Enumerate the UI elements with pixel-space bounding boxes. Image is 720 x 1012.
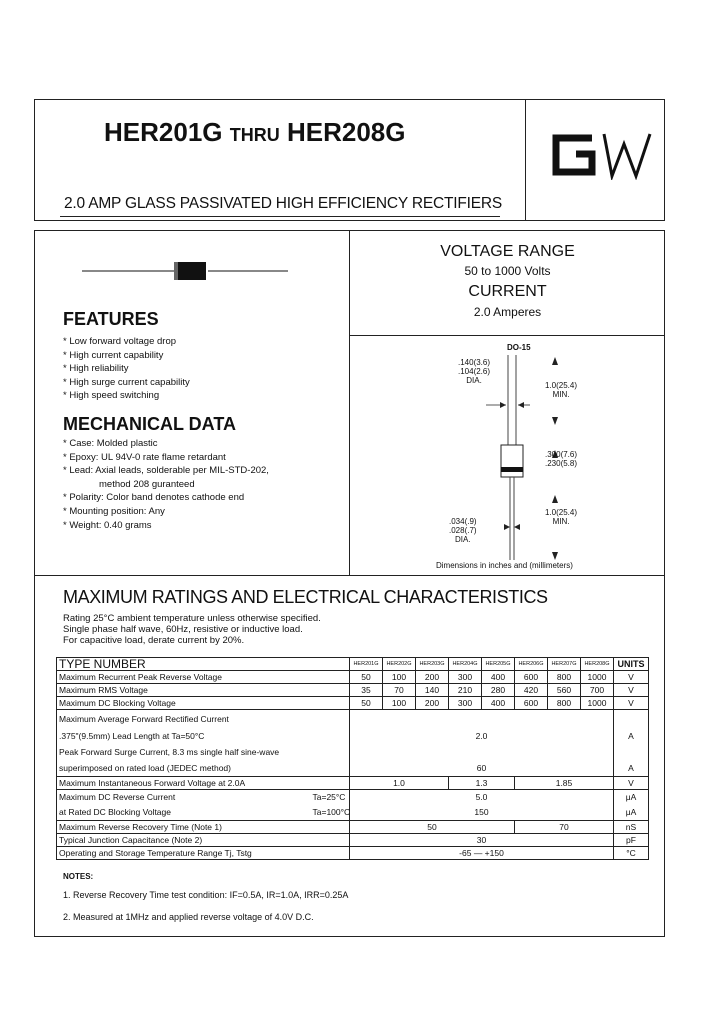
diode-icon (82, 260, 292, 282)
list-item: * Polarity: Color band denotes cathode end (63, 492, 245, 504)
part-from: HER201G (104, 117, 223, 147)
dimension-caption: Dimensions in inches and (millimeters) (436, 561, 573, 570)
logo-g (556, 138, 592, 172)
note-2: 2. Measured at 1MHz and applied reverse voltage of 4.0V D.C. (63, 912, 314, 922)
lead-dia-dim: .140(3.6) .104(2.6) DIA. (458, 358, 491, 385)
table-row: TYPE NUMBER HER201G HER202G HER203G HER204G HER205G HER206G HER207G HER208G UNITS (57, 658, 649, 671)
table-row: Peak Forward Surge Current, 8.3 ms single half sine-wave (57, 744, 649, 760)
notes-heading: NOTES: (63, 872, 94, 881)
package-name: DO-15 (507, 343, 531, 352)
table-row: Maximum Average Forward Rectified Current (57, 710, 649, 729)
ratings-conditions: Rating 25°C ambient temperature unless otherwise specified. Single phase half wave, 60Hz, resistive or inductive load. For capacitive load, derate current by 20%. (63, 613, 321, 646)
table-row: Maximum Recurrent Peak Reverse Voltage 50 100 200 300 400 600 800 1000 V (57, 671, 649, 684)
table-row: superimposed on rated load (JEDEC method) 60 A (57, 760, 649, 777)
main-vertical-divider (349, 230, 350, 575)
table-row: .375"(9.5mm) Lead Length at Ta=50°C 2.0 A (57, 728, 649, 744)
wire-dia-dim: .034(.9) .028(.7) DIA. (449, 517, 477, 544)
features-list (63, 335, 190, 403)
list-item: * High surge current capability (63, 376, 190, 388)
list-item: * Case: Molded plastic (63, 438, 158, 449)
list-item: * Lead: Axial leads, solderable per MIL-STD-202, (63, 465, 269, 477)
section-divider (34, 575, 665, 576)
table-row: Operating and Storage Temperature Range Tj, Tstg -65 — +150 °C (57, 847, 649, 860)
list-item: * High current capability (63, 349, 164, 361)
voltage-range-value: 50 to 1000 Volts (464, 264, 551, 278)
current-value: 2.0 Amperes (473, 305, 542, 319)
table-row: Maximum DC Reverse Current Ta=25°C 5.0 μA (57, 790, 649, 805)
list-item: * High speed switching (63, 390, 160, 402)
title-thru: THRU (229, 125, 280, 145)
lead-len-top-dim: 1.0(25.4) MIN. (545, 381, 578, 399)
lead-len-bottom-dim: 1.0(25.4) MIN. (545, 508, 578, 526)
mechanical-list (63, 437, 269, 532)
list-item: * Mounting position: Any (63, 505, 165, 517)
type-number-header: TYPE NUMBER (57, 658, 350, 671)
body-len-dim: .300(7.6) .230(5.8) (545, 450, 578, 468)
subtitle-underline (60, 216, 500, 217)
list-item: * Low forward voltage drop (63, 336, 177, 347)
table-row: Typical Junction Capacitance (Note 2) 30 pF (57, 834, 649, 847)
note-1: 1. Reverse Recovery Time test condition: IF=0.5A, IR=1.0A, IRR=0.25A (63, 890, 349, 900)
list-item: * Weight: 0.40 grams (63, 519, 152, 531)
list-item: * High reliability (63, 363, 129, 375)
table-row: Maximum Reverse Recovery Time (Note 1) 50 70 nS (57, 821, 649, 834)
list-item: method 208 guranteed (99, 478, 195, 490)
ratings-table (56, 657, 649, 860)
mechanical-heading: MECHANICAL DATA (63, 414, 236, 434)
table-row: Maximum Instantaneous Forward Voltage at 2.0A 1.0 1.3 1.85 V (57, 777, 649, 790)
part-to: HER208G (286, 117, 406, 147)
table-row: at Rated DC Blocking Voltage Ta=100°C 150 μA (57, 804, 649, 821)
header-divider (525, 99, 526, 221)
page-title (104, 117, 405, 148)
ratings-heading: MAXIMUM RATINGS AND ELECTRICAL CHARACTERISTICS (63, 587, 548, 607)
table-row: Maximum DC Blocking Voltage 50 100 200 300 400 600 800 1000 V (57, 697, 649, 710)
table-row: Maximum RMS Voltage 35 70 140 210 280 420 560 700 V (57, 684, 649, 697)
voltage-range-heading: VOLTAGE RANGE (440, 243, 575, 260)
logo-w (604, 134, 650, 176)
list-item: * Epoxy: UL 94V-0 rate flame retardant (63, 451, 226, 463)
subtitle: 2.0 AMP GLASS PASSIVATED HIGH EFFICIENCY RECTIFIERS (64, 195, 502, 212)
gw-logo (548, 128, 658, 180)
current-heading: CURRENT (468, 283, 547, 300)
right-horizontal-divider (349, 335, 665, 336)
features-heading: FEATURES (63, 309, 159, 329)
